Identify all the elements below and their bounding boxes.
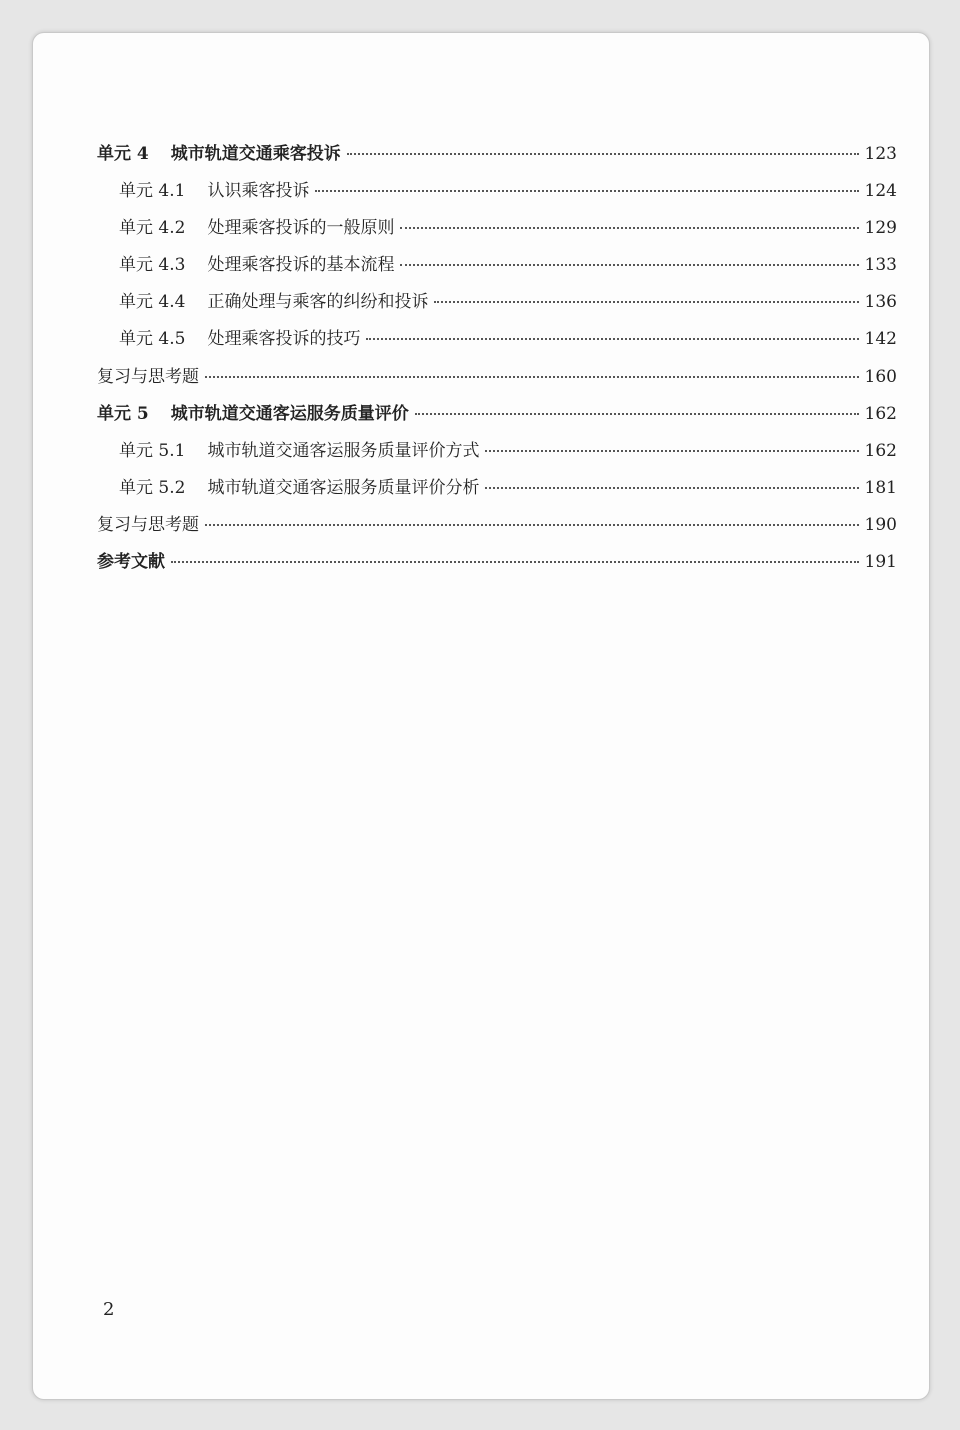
toc-entry-page: 162: [864, 440, 897, 461]
toc-entry[interactable]: [97, 473, 897, 510]
toc-entry-page: 162: [864, 403, 897, 424]
dot-leader: [485, 450, 858, 452]
dot-leader: [205, 524, 859, 526]
toc-entry-title: 城市轨道交通客运服务质量评价: [170, 403, 409, 424]
dot-leader: [485, 487, 858, 489]
toc-entry[interactable]: [97, 362, 897, 399]
toc-entry[interactable]: [97, 287, 897, 324]
page-number: 2: [103, 1299, 115, 1320]
toc-entry-title: 复习与思考题: [97, 514, 199, 535]
toc-entry-number: 单元 5.2: [119, 477, 186, 498]
toc-entry-title: 复习与思考题: [97, 366, 199, 387]
toc-entry-title: 处理乘客投诉的技巧: [207, 329, 361, 350]
dot-leader: [366, 338, 858, 340]
toc-entry[interactable]: [97, 213, 897, 250]
toc-entry-number: 单元 4.4: [119, 292, 186, 313]
toc-entry-title: 参考文献: [97, 552, 165, 573]
toc-entry-number: 单元 5: [97, 403, 149, 424]
toc-entry-title: 城市轨道交通客运服务质量评价方式: [207, 440, 480, 461]
toc-entry-title: 正确处理与乘客的纠纷和投诉: [207, 292, 429, 313]
toc-entry-number: 单元 4.2: [119, 218, 186, 239]
dot-leader: [434, 301, 858, 303]
toc-entry-title: 城市轨道交通乘客投诉: [170, 144, 341, 164]
dot-leader: [171, 561, 859, 563]
dot-leader: [415, 413, 859, 415]
toc-entry-number: 单元 4.1: [119, 181, 186, 202]
toc-entry-page: 190: [864, 514, 897, 535]
table-of-contents: [97, 139, 897, 584]
toc-entry-number: 单元 4.5: [119, 329, 186, 350]
dot-leader: [315, 190, 858, 192]
toc-entry-page: 160: [864, 366, 897, 387]
toc-entry-title: 城市轨道交通客运服务质量评价分析: [207, 477, 480, 498]
toc-entry-number: 单元 5.1: [119, 440, 186, 461]
toc-entry[interactable]: [97, 324, 897, 361]
toc-entry-page: 142: [864, 329, 897, 350]
toc-entry[interactable]: [97, 250, 897, 287]
toc-entry-page: 136: [864, 292, 897, 313]
toc-entry[interactable]: [97, 176, 897, 213]
toc-entry-number: 单元 4: [97, 144, 149, 164]
toc-entry[interactable]: [97, 399, 897, 436]
toc-entry-title: 认识乘客投诉: [207, 181, 310, 202]
toc-entry-page: 181: [864, 477, 897, 498]
dot-leader: [205, 376, 859, 378]
dot-leader: [400, 264, 858, 266]
toc-entry-title: 处理乘客投诉的一般原则: [207, 218, 395, 239]
dot-leader: [400, 227, 858, 229]
toc-entry[interactable]: [97, 139, 897, 176]
toc-entry[interactable]: [97, 510, 897, 547]
toc-entry-page: 191: [864, 552, 897, 573]
book-page: [32, 32, 930, 1400]
toc-entry-page: 124: [864, 181, 897, 202]
toc-entry-title: 处理乘客投诉的基本流程: [207, 255, 395, 276]
dot-leader: [347, 153, 859, 155]
toc-entry[interactable]: [97, 436, 897, 473]
toc-entry-page: 133: [864, 255, 897, 276]
toc-entry-number: 单元 4.3: [119, 255, 186, 276]
toc-entry-page: 123: [864, 144, 897, 164]
toc-entry[interactable]: [97, 547, 897, 584]
toc-entry-page: 129: [864, 218, 897, 239]
